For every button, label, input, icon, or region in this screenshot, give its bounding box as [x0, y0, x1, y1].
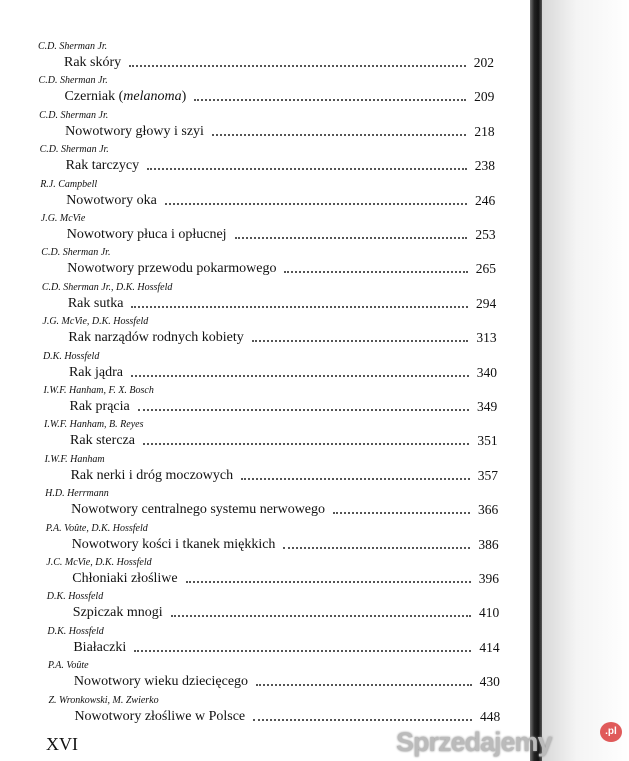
entry-page-number: 430	[479, 674, 500, 690]
entry-title	[72, 536, 276, 554]
dot-leader	[138, 409, 469, 411]
title-text: Nowotwory płuca i opłucnej	[66, 227, 227, 242]
book-gutter	[530, 0, 542, 761]
dot-leader	[241, 478, 470, 480]
toc-entry	[0, 246, 520, 278]
title-italic: melanoma	[123, 89, 182, 105]
entry-author: I.W.F. Hanham	[44, 453, 105, 465]
entry-author: D.K. Hossfeld	[42, 350, 100, 362]
title-text: Czerniak (	[64, 89, 124, 105]
entry-title	[71, 467, 234, 485]
entry-author: I.W.F. Hanham, F. X. Bosch	[43, 385, 154, 396]
entry-author: J.C. McVie, D.K. Hossfeld	[46, 557, 152, 568]
dot-leader	[147, 168, 467, 170]
entry-row	[74, 673, 500, 691]
entry-page-number: 386	[478, 536, 499, 552]
entry-author: I.W.F. Hanham, B. Reyes	[44, 419, 144, 431]
entry-row	[72, 536, 499, 554]
toc-entry	[0, 143, 520, 175]
entry-author: J.G. McVie, D.K. Hossfeld	[42, 316, 149, 328]
entry-row	[64, 54, 494, 72]
toc-entry	[0, 281, 520, 313]
watermark-logo: Sprzedajemy	[396, 727, 552, 757]
title-text: Szpiczak mnogi	[72, 605, 163, 621]
title-text: Nowotwory złośliwe w Polsce	[74, 708, 246, 724]
dot-leader	[143, 443, 469, 445]
title-text: Nowotwory centralnego systemu nerwowego	[71, 502, 326, 518]
title-text: Rak prącia	[69, 399, 130, 414]
entry-page-number: 313	[476, 330, 497, 346]
entry-row	[65, 123, 495, 141]
entry-title	[74, 708, 245, 726]
entry-title	[65, 123, 204, 141]
entry-title	[72, 570, 177, 588]
title-text: Nowotwory kości i tkanek miękkich	[71, 536, 276, 552]
entry-row	[73, 639, 499, 657]
dot-leader	[131, 375, 469, 377]
entry-row	[70, 398, 498, 416]
entry-page-number: 349	[477, 399, 498, 414]
dot-leader	[284, 271, 467, 273]
dot-leader	[165, 203, 467, 205]
title-text: Rak stercza	[70, 433, 135, 449]
entry-row	[67, 260, 496, 278]
entry-title	[73, 639, 126, 657]
entry-title	[68, 329, 243, 347]
entry-page-number: 238	[474, 158, 495, 174]
dot-leader	[171, 615, 471, 617]
entry-author: C.D. Sherman Jr., D.K. Hossfeld	[41, 281, 173, 293]
entry-row	[71, 501, 498, 519]
toc-entry	[0, 522, 520, 554]
entry-row	[70, 432, 498, 450]
toc-entry	[0, 556, 520, 588]
title-text: Nowotwory przewodu pokarmowego	[67, 261, 277, 277]
entry-page-number: 448	[480, 708, 501, 724]
entry-author: C.D. Sherman Jr.	[39, 144, 109, 156]
toc-entry	[0, 453, 520, 485]
entry-title	[68, 295, 124, 313]
entry-page-number: 340	[476, 364, 497, 380]
toc-entry	[0, 590, 520, 622]
toc-entry	[0, 40, 520, 72]
entry-author: P.A. Voûte	[47, 660, 89, 672]
entry-page-number: 218	[474, 123, 495, 139]
entry-row	[66, 192, 495, 210]
watermark-badge: .pl	[600, 722, 622, 742]
entry-title	[66, 157, 139, 175]
title-text: Chłoniaki złośliwe	[72, 571, 178, 586]
dot-leader	[253, 719, 472, 721]
entry-page-number: 396	[478, 571, 499, 586]
entry-row	[68, 295, 496, 313]
dot-leader	[235, 237, 468, 239]
entry-page-number: 246	[475, 192, 496, 208]
title-text: Rak skóry	[64, 55, 122, 70]
entry-title	[64, 54, 121, 72]
entry-row	[68, 329, 496, 347]
entry-title	[71, 501, 325, 519]
toc-entry	[0, 178, 520, 210]
dot-leader	[131, 306, 468, 308]
title-text: Nowotwory wieku dziecięcego	[73, 674, 249, 690]
entry-author: R.J. Campbell	[40, 178, 98, 190]
entry-row	[65, 88, 495, 106]
dot-leader	[129, 65, 466, 67]
entry-title	[65, 88, 187, 106]
entry-title	[74, 673, 248, 691]
entry-title	[67, 226, 227, 244]
dot-leader	[186, 581, 471, 583]
entry-title	[70, 432, 135, 450]
entry-page-number: 351	[477, 433, 498, 449]
entry-title	[66, 192, 157, 210]
entry-row	[66, 157, 495, 175]
entry-row	[73, 604, 499, 622]
dot-leader	[134, 650, 471, 652]
entry-page-number: 414	[479, 639, 500, 655]
toc-entry	[0, 350, 520, 382]
facing-page-edge	[542, 0, 629, 761]
toc-entry	[0, 487, 520, 519]
entry-row	[67, 226, 496, 244]
toc-entry	[0, 659, 520, 691]
entry-title	[67, 260, 276, 278]
entry-author: H.D. Herrmann	[45, 488, 109, 500]
entry-page-number: 410	[479, 605, 500, 621]
dot-leader	[256, 684, 472, 686]
entry-row	[71, 467, 498, 485]
dot-leader	[212, 134, 466, 136]
toc-entry	[0, 109, 520, 141]
toc-entry	[0, 625, 520, 657]
entry-page-number: 209	[474, 89, 495, 105]
title-text: Rak narządów rodnych kobiety	[68, 330, 244, 346]
toc-entry	[0, 212, 520, 244]
dot-leader	[194, 99, 466, 101]
title-text: Nowotwory głowy i szyi	[65, 123, 204, 139]
entry-title	[69, 364, 123, 382]
entry-title	[70, 398, 130, 416]
entry-author: C.D. Sherman Jr.	[39, 109, 109, 121]
entry-row	[69, 364, 497, 382]
title-text: Rak tarczycy	[65, 158, 140, 174]
toc-entry	[0, 694, 520, 726]
entry-page-number: 357	[477, 467, 498, 483]
entry-title	[73, 604, 163, 622]
entry-page-number: 265	[475, 261, 496, 277]
title-text: Białaczki	[73, 639, 127, 655]
entry-page-number: 366	[478, 502, 499, 518]
entry-row	[72, 570, 499, 588]
title-after: )	[181, 89, 187, 105]
entry-author: C.D. Sherman Jr.	[38, 75, 108, 87]
toc-entry	[0, 315, 520, 347]
title-text: Rak jądra	[68, 364, 123, 380]
toc-entry	[0, 74, 520, 106]
entry-row	[74, 708, 500, 726]
entry-page-number: 294	[476, 295, 497, 311]
title-text: Nowotwory oka	[66, 192, 157, 208]
entry-author: P.A. Voûte, D.K. Hossfeld	[45, 522, 148, 534]
dot-leader	[283, 547, 470, 549]
toc-entry	[0, 384, 520, 416]
toc-entry	[0, 418, 520, 450]
entry-author: C.D. Sherman Jr.	[41, 247, 111, 259]
entry-author: D.K. Hossfeld	[47, 625, 104, 637]
entry-author: D.K. Hossfeld	[46, 591, 104, 603]
entry-author: C.D. Sherman Jr.	[38, 41, 108, 52]
title-text: Rak sutka	[67, 295, 124, 311]
title-text: Rak nerki i dróg moczowych	[70, 467, 234, 483]
dot-leader	[333, 512, 470, 514]
page-folio: XVI	[46, 734, 78, 754]
dot-leader	[252, 340, 469, 342]
entry-page-number: 253	[475, 227, 496, 242]
entry-author: J.G. McVie	[40, 213, 86, 224]
entry-author: Z. Wronkowski, M. Zwierko	[48, 694, 159, 706]
entry-page-number: 202	[473, 55, 494, 70]
